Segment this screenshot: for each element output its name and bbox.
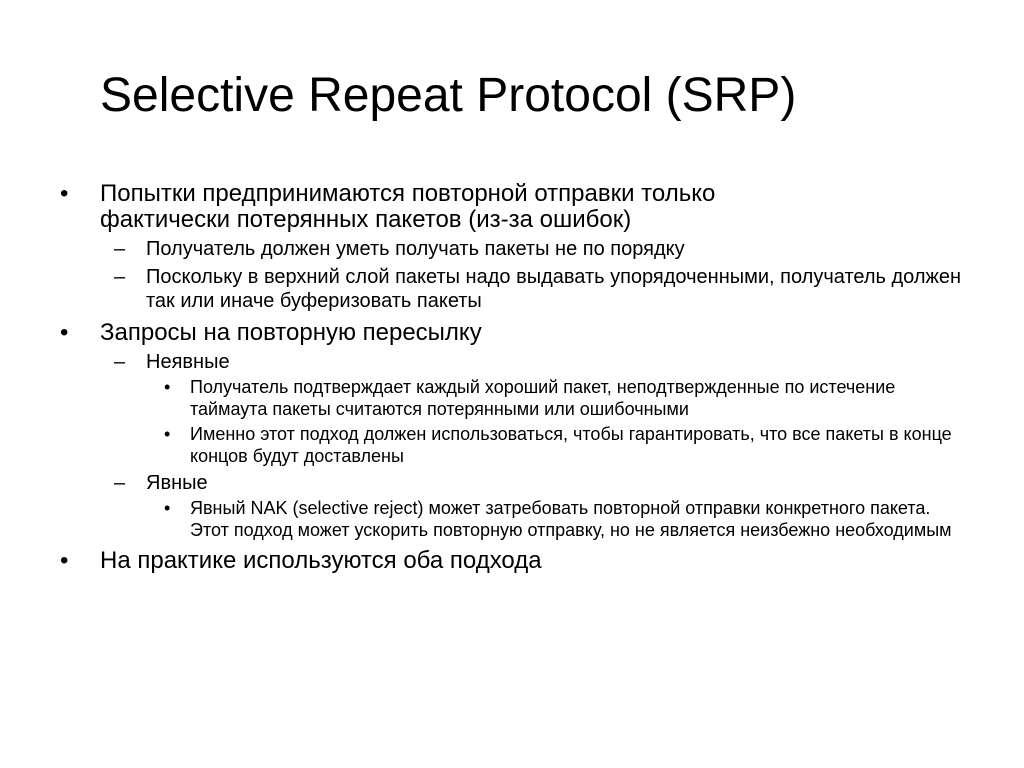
sub-bullet-text: Неявные	[146, 351, 230, 373]
bullet-text: На практике используются оба подхода	[100, 547, 542, 574]
sub-bullet-text: Явные	[146, 472, 208, 494]
sub-bullet-item	[114, 471, 986, 495]
dash-marker: –	[114, 472, 126, 494]
bullet-item	[56, 181, 986, 233]
dash-marker: –	[114, 238, 126, 260]
sub-bullet-text: Получатель должен уметь получать пакеты не по порядку	[146, 238, 685, 260]
bullet-text: Запросы на повторную пересылку	[100, 319, 482, 346]
slide-title: Selective Repeat Protocol (SRP)	[100, 69, 797, 122]
sub-sub-bullet-item	[164, 423, 986, 467]
small-bullet-marker: •	[164, 424, 171, 444]
dash-marker: –	[114, 266, 126, 288]
bullet-marker: •	[60, 547, 69, 574]
bullet-text: Попытки предпринимаются повторной отправки только фактически потерянных пакетов (из-за ошибок)	[100, 180, 716, 233]
bullet-marker: •	[60, 180, 69, 207]
small-bullet-marker: •	[164, 498, 171, 518]
sub-bullet-item	[114, 237, 986, 261]
bullet-item	[56, 548, 986, 574]
bullet-marker: •	[60, 319, 69, 346]
sub-sub-bullet-item	[164, 497, 986, 541]
dash-marker: –	[114, 351, 126, 373]
bullet-item	[56, 320, 986, 346]
sub-sub-bullet-text: Получатель подтверждает каждый хороший пакет, неподтвержденные по истечение таймаута пакеты считаются потерянными или ошибочными	[190, 377, 896, 419]
slide-content	[56, 181, 986, 574]
sub-sub-bullet-text: Явный NAK (selective reject) может затребовать повторной отправки конкретного пакета. Этот подход может ускорить повторную отправку, но не является неизбежно необходимым	[190, 498, 952, 540]
small-bullet-marker: •	[164, 377, 171, 397]
sub-sub-bullet-text: Именно этот подход должен использоваться, чтобы гарантировать, что все пакеты в конце концов будут доставлены	[190, 424, 952, 466]
sub-bullet-item	[114, 350, 986, 374]
sub-bullet-item	[114, 265, 986, 313]
sub-bullet-text: Поскольку в верхний слой пакеты надо выдавать упорядоченными, получатель должен так или иначе буферизовать пакеты	[146, 266, 962, 312]
sub-sub-bullet-item	[164, 376, 986, 420]
